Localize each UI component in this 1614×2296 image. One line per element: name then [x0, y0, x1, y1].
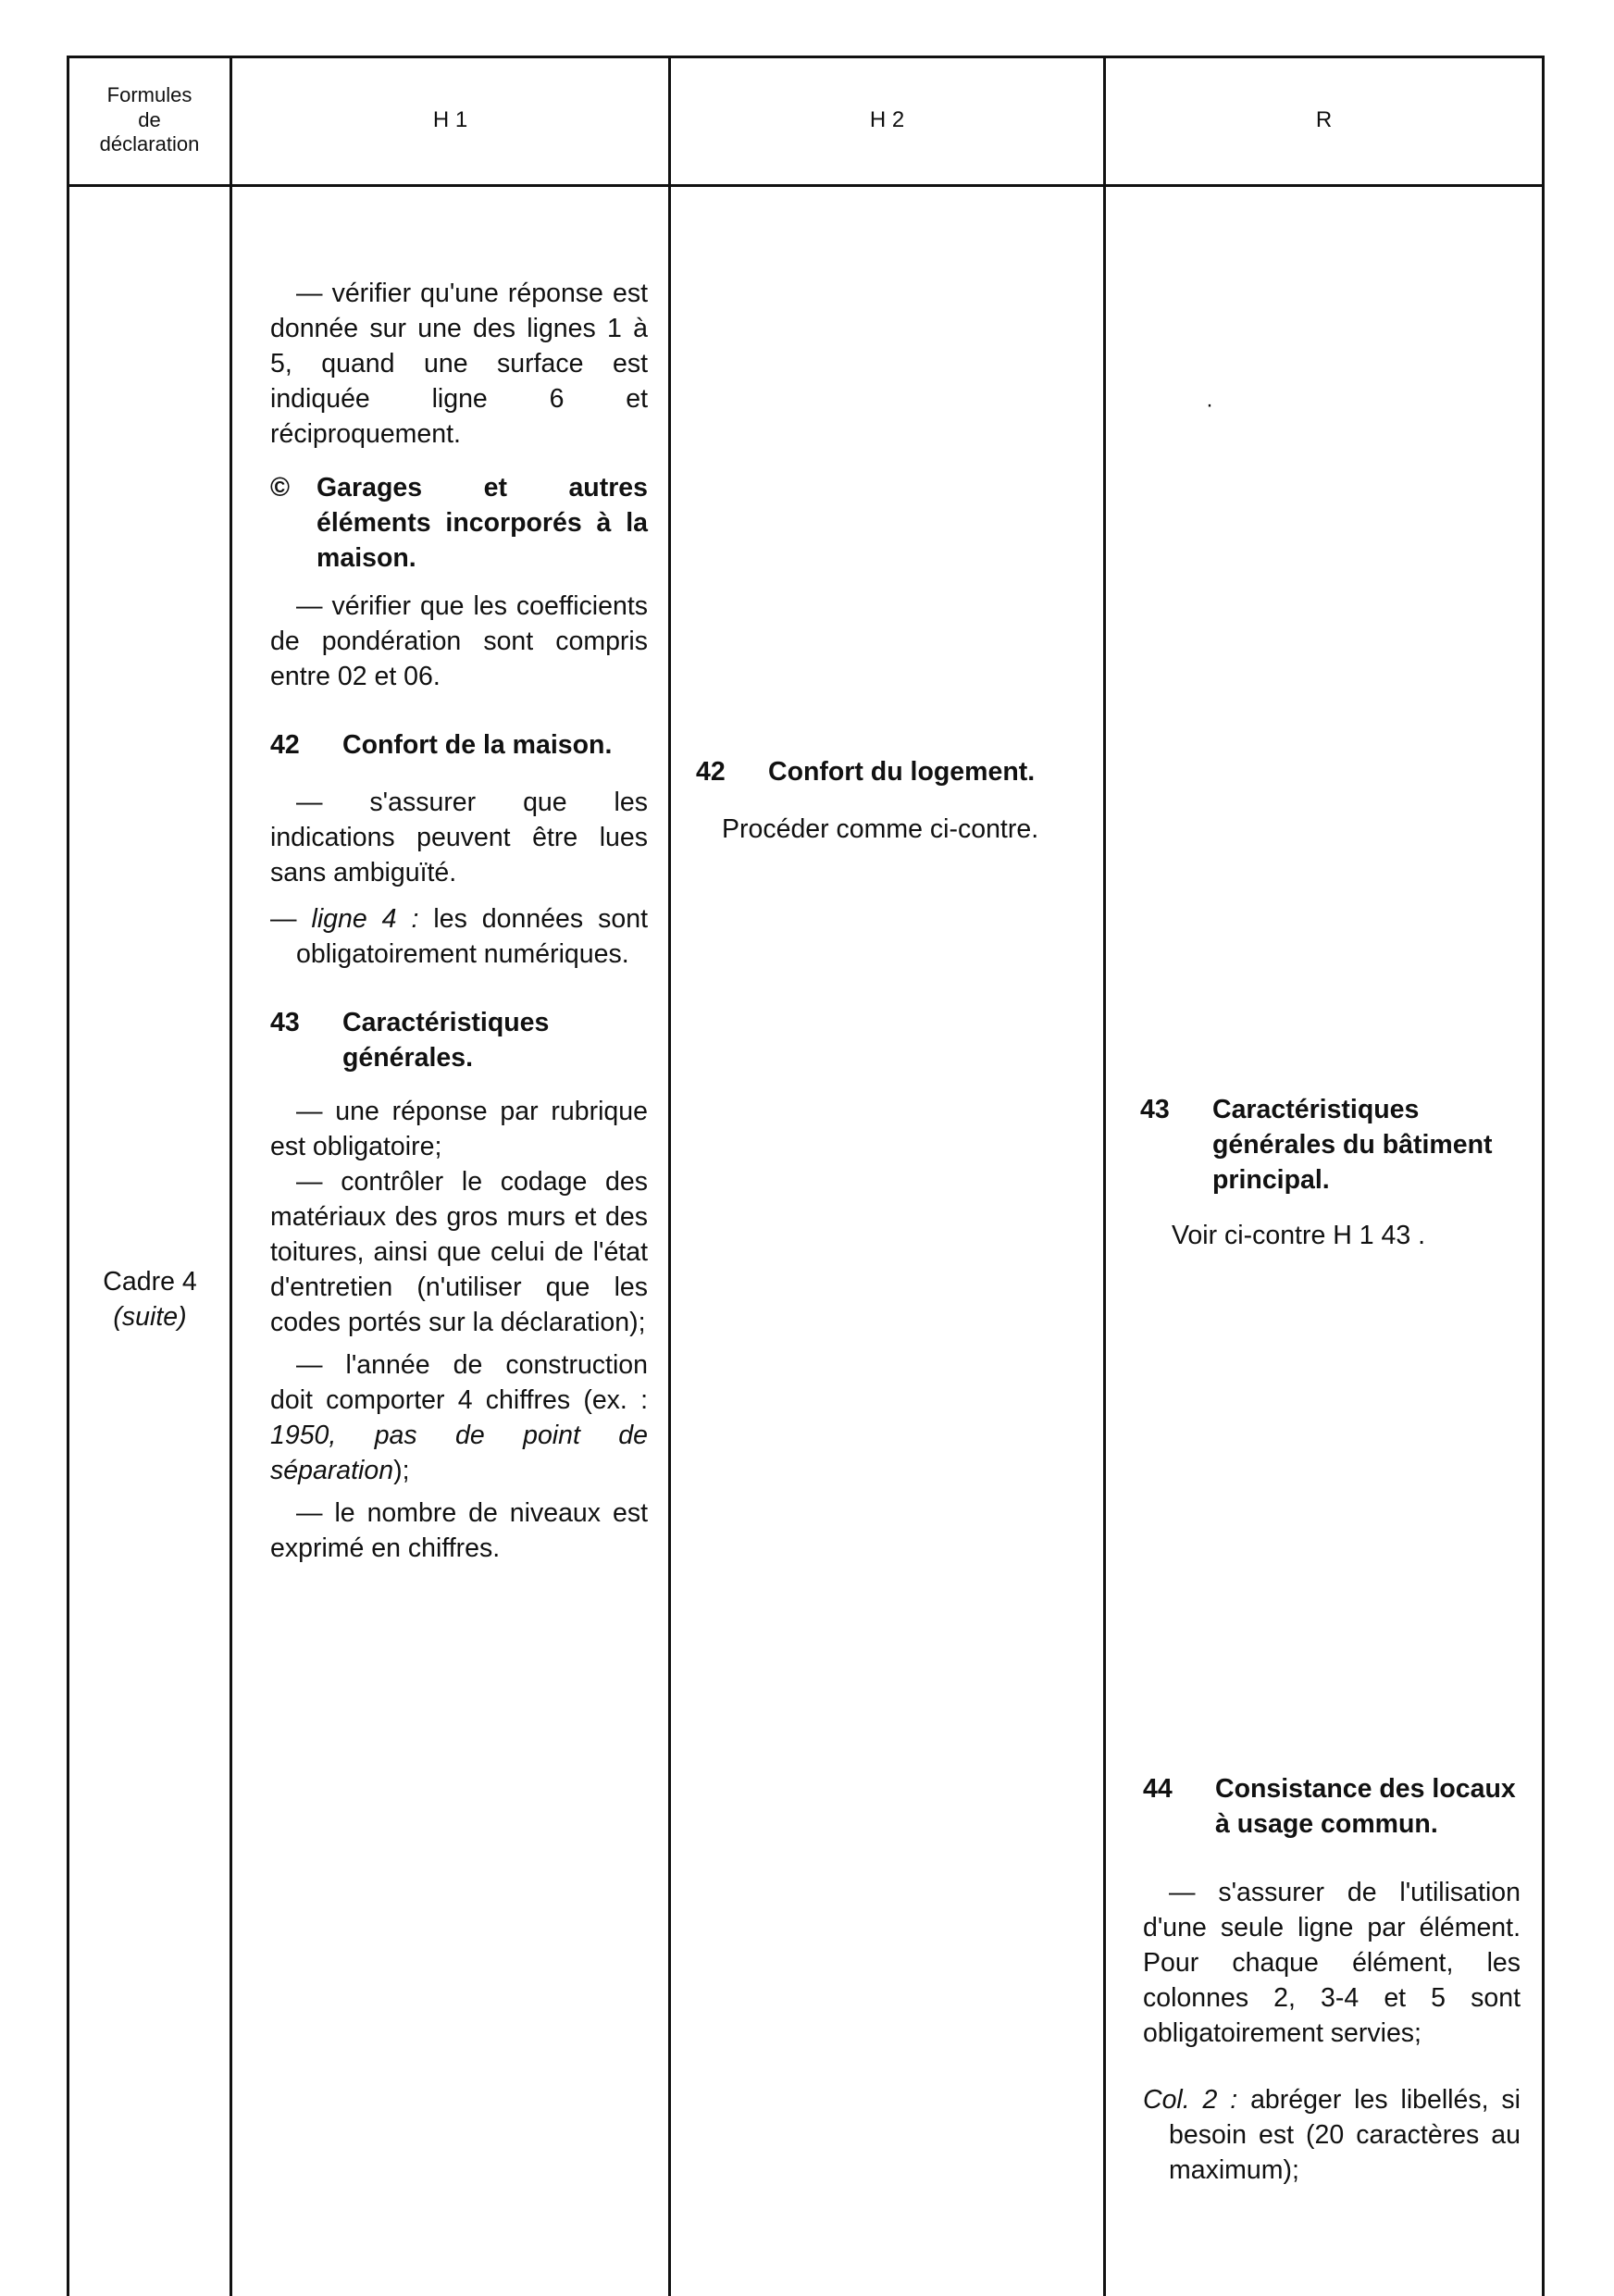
cadre-suite: (suite) [113, 1302, 187, 1332]
h2-section-42-heading [696, 754, 1083, 789]
h1-section-c-title: Garages et autres éléments incorporés à la maison. [317, 473, 648, 573]
h1-paragraph-verifier-reponse: — vérifier qu'une réponse est donnée sur une des lignes 1 à 5, quand une surface est indiquée ligne 6 et réciproquement. [270, 279, 648, 449]
h1-section-43-text-2: — contrôler le codage des matériaux des gros murs et des toitures, ainsi que celui de l'état d'entretien (n'utiliser que les codes portés sur la déclaration); [270, 1167, 648, 1337]
header-formules [69, 57, 230, 183]
header-formules-line-1: Formules [106, 83, 192, 107]
column-divider-3 [1103, 56, 1106, 2296]
r-section-43-title: Caractéristiques générales du bâtiment principal. [1212, 1095, 1493, 1195]
h1-column [270, 276, 648, 1566]
header-r: R [1315, 106, 1333, 132]
column-divider-1 [230, 56, 232, 2296]
r-section-44-text-1: — s'assurer de l'utilisation d'une seule ligne par élément. Pour chaque élément, les colonnes 2, 3-4 et 5 sont obligatoirement servies; [1143, 1878, 1521, 2048]
table-left-border [67, 56, 69, 2296]
h1-section-42-text-2-italic: ligne 4 : [311, 904, 419, 934]
cadre-label [67, 1264, 233, 1334]
r-section-44-number: 44 [1143, 1774, 1173, 1804]
r-section-44-text-2 [1143, 2082, 1521, 2188]
r-stray-dot: · [1206, 392, 1213, 417]
h1-section-42-heading [270, 727, 648, 763]
r-section-44-text-2-rest: abréger les libellés, si besoin est (20 caractères au maximum); [1169, 2085, 1521, 2185]
h1-section-43-number: 43 [270, 1008, 300, 1037]
table-right-border [1542, 56, 1545, 2296]
header-h1: H 1 [432, 106, 468, 132]
h1-section-43-text-3-a: — l'année de construction doit comporter 4 chiffres (ex. : [270, 1350, 648, 1415]
r-section-44-title: Consistance des locaux à usage commun. [1215, 1774, 1516, 1839]
h2-section-42-title: Confort du logement. [768, 757, 1036, 787]
r-section-43-heading [1140, 1092, 1520, 1198]
header-bottom-border [67, 184, 1545, 187]
h1-section-42-text-2-rest: les données sont obligatoirement numériques. [296, 904, 648, 969]
h2-section-42-number: 42 [696, 757, 726, 787]
h1-section-42-text-2 [270, 901, 648, 972]
h1-section-43-text-3-b: ); [393, 1456, 410, 1485]
h1-section-43-text-4: — le nombre de niveaux est exprimé en chiffres. [270, 1498, 648, 1563]
r-section-44-text-2-italic: Col. 2 : [1143, 2085, 1238, 2115]
h1-section-42-text-2-dash: — [270, 904, 312, 934]
h1-section-43-title: Caractéristiques générales. [342, 1008, 550, 1073]
h2-column [696, 754, 1083, 847]
h1-section-43-text-1: — une réponse par rubrique est obligatoire; [270, 1097, 648, 1161]
h1-section-42-number: 42 [270, 730, 300, 760]
h1-section-43-text-3 [270, 1347, 648, 1488]
header-h2: H 2 [869, 106, 905, 132]
h1-section-c-symbol: © [270, 473, 290, 503]
h1-section-42-text-1: — s'assurer que les indications peuvent être lues sans ambiguïté. [270, 788, 648, 887]
column-divider-2 [668, 56, 671, 2296]
r-section-43 [1140, 1092, 1520, 1253]
r-section-44 [1143, 1771, 1521, 2188]
cadre-title: Cadre 4 [103, 1267, 197, 1297]
r-section-43-text: Voir ci-contre H 1 43 . [1172, 1221, 1426, 1250]
h2-section-42-text: Procéder comme ci-contre. [722, 814, 1039, 844]
h1-section-43-heading [270, 1005, 648, 1075]
header-formules-line-2: de [138, 107, 161, 131]
header-formules-line-3: déclaration [99, 132, 200, 156]
h1-section-42-title: Confort de la maison. [342, 730, 613, 760]
r-section-43-number: 43 [1140, 1095, 1170, 1124]
r-section-44-heading [1143, 1771, 1521, 1842]
h1-section-c-heading [270, 470, 648, 576]
h1-section-c-text: — vérifier que les coefficients de pondération sont compris entre 02 et 06. [270, 591, 648, 691]
h1-section-43-text-3-italic: 1950, pas de point de séparation [270, 1421, 648, 1485]
